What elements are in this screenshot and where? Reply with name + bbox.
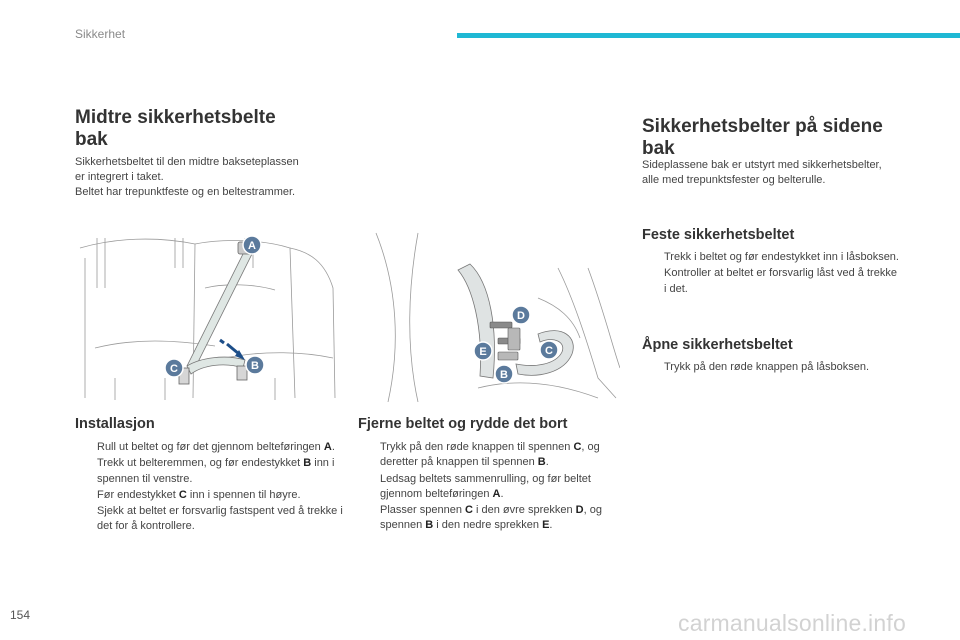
callout-c-icon xyxy=(540,341,558,359)
callout-reference: D xyxy=(575,504,584,517)
callout-reference: B xyxy=(537,456,546,469)
install-title: Installasjon xyxy=(75,416,155,432)
callout-label: E xyxy=(479,346,487,358)
stow-steps xyxy=(358,440,623,535)
callout-e-icon xyxy=(474,342,492,360)
bullet-item: Trykk på den røde knappen på låsboksen. xyxy=(664,361,870,373)
left-intro-line: Beltet har trepunktfeste og en beltestrammer. xyxy=(75,186,296,198)
callout-reference: A xyxy=(323,441,332,453)
callout-d-icon xyxy=(512,306,530,324)
callout-reference: C xyxy=(573,441,582,453)
callout-label: A xyxy=(248,240,256,252)
callout-c-icon xyxy=(165,359,183,377)
stow-title: Fjerne beltet og rydde det bort xyxy=(358,416,568,432)
callout-a-icon xyxy=(243,236,261,254)
callout-label: D xyxy=(517,310,525,322)
page-number: 154 xyxy=(10,608,31,622)
bullet-item: Før endestykket C inn i spennen til høyre. xyxy=(97,488,301,501)
middle-seatbelt-figure xyxy=(75,228,337,402)
bullet-item: Trekk ut belteremmen, og før endestykket B inn i spennen til venstre. xyxy=(97,457,335,485)
fasten-steps xyxy=(642,250,902,298)
accent-bar xyxy=(457,33,960,38)
open-title: Åpne sikkerhetsbeltet xyxy=(642,337,793,353)
stow-belt-figure xyxy=(358,228,620,402)
callout-reference: C xyxy=(465,504,473,517)
callout-label: B xyxy=(251,360,259,372)
right-intro: Sideplassene bak er utstyrt med sikkerhetsbelter, alle med trepunktsfester og belterulle. xyxy=(642,159,882,186)
callout-reference: B xyxy=(303,457,312,470)
callout-reference: B xyxy=(425,519,434,532)
callout-reference: C xyxy=(178,488,187,501)
watermark: carmanualsonline.info xyxy=(678,610,906,636)
bullet-item: Trykk på den røde knappen til spennen C, og deretter på knappen til spennen B. xyxy=(380,441,600,469)
bullet-item: Ledsag beltets sammenrulling, og før beltet gjennom beltеføringen A. xyxy=(380,472,591,500)
left-intro-line: er integrert i taket. xyxy=(75,171,164,183)
callout-reference: A xyxy=(492,487,501,500)
install-steps xyxy=(75,440,345,536)
bullet-item: Sjekk at beltet er forsvarlig fastspent ved å trekke i det for å kontrollere. xyxy=(97,505,343,533)
right-title: Sikkerhetsbelter på sidene bak xyxy=(642,116,883,159)
callout-reference: E xyxy=(542,519,550,532)
bullet-item: Trekk i beltet og før endestykket inn i låsboksen. xyxy=(664,251,899,263)
open-steps xyxy=(642,360,902,376)
fasten-title: Feste sikkerhetsbeltet xyxy=(642,227,795,243)
left-intro-line: Sikkerhetsbeltet til den midtre bakseteplassen xyxy=(75,156,299,168)
left-title: Midtre sikkerhetsbelte bak xyxy=(75,107,276,150)
callout-label: B xyxy=(500,369,508,381)
callout-label: C xyxy=(170,363,178,375)
left-intro xyxy=(75,155,345,200)
bullet-item: Plasser spennen C i den øvre sprekken D, og spennen B i den nedre sprekken E. xyxy=(380,504,602,532)
section-label: Sikkerhet xyxy=(75,27,126,41)
stow-belt-illustration xyxy=(358,228,620,402)
bullet-item: Kontroller at beltet er forsvarlig låst ved å trekke i det. xyxy=(664,267,897,295)
middle-seatbelt-illustration xyxy=(75,228,337,402)
bullet-item: Rull ut beltet og før det gjennom beltеføringen A. xyxy=(97,441,335,453)
callout-b-icon xyxy=(246,356,264,374)
callout-b-icon xyxy=(495,365,513,383)
callout-label: C xyxy=(545,345,553,357)
